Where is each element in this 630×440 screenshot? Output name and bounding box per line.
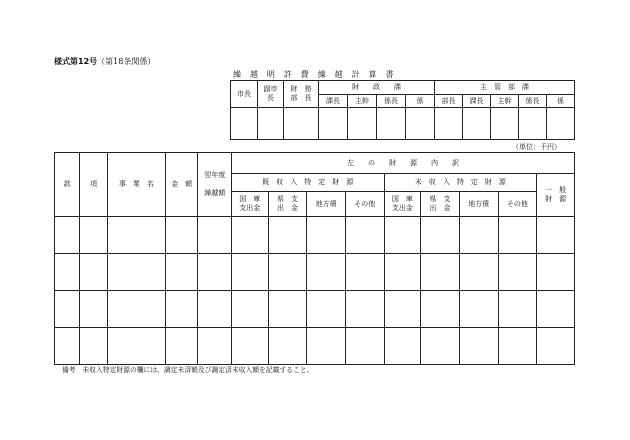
table-cell[interactable]: [384, 328, 421, 365]
table-cell[interactable]: [384, 291, 421, 328]
finance-role-shukan: 主幹: [348, 95, 377, 108]
table-cell[interactable]: [307, 254, 346, 291]
unit-label: （単位：千円）: [512, 143, 561, 151]
table-cell[interactable]: [80, 217, 107, 254]
stamp-cell[interactable]: [284, 108, 319, 140]
received-local-bonds: 地方債: [307, 192, 346, 217]
table-cell[interactable]: [165, 291, 198, 328]
table-cell[interactable]: [165, 217, 198, 254]
table-cell[interactable]: [345, 328, 384, 365]
document-title: 繰 越 明 許 費 繰 越 計 算 書: [233, 70, 397, 79]
table-cell[interactable]: [165, 254, 198, 291]
table-cell[interactable]: [80, 254, 107, 291]
main-role-kakari: 係: [547, 95, 575, 108]
table-cell[interactable]: [498, 217, 537, 254]
main-role-kacho: 課長: [463, 95, 491, 108]
unreceived-local-bonds: 地方債: [459, 192, 498, 217]
table-cell[interactable]: [231, 254, 268, 291]
main-role-bucho: 部長: [435, 95, 463, 108]
table-cell[interactable]: [165, 328, 198, 365]
table-row: [55, 291, 575, 328]
form-number-label: 様式第12号: [54, 57, 98, 66]
table-cell[interactable]: [107, 254, 165, 291]
main-division-header: 主 管 部 課: [435, 81, 575, 95]
table-cell[interactable]: [459, 328, 498, 365]
col-next-year-carryover: 翌年度 繰越額: [198, 153, 232, 217]
table-cell[interactable]: [459, 217, 498, 254]
table-row: [55, 328, 575, 365]
stamp-cell[interactable]: [547, 108, 575, 140]
table-cell[interactable]: [384, 254, 421, 291]
finance-role-kakaricho: 係長: [377, 95, 406, 108]
stamp-cell[interactable]: [319, 108, 348, 140]
stamp-cell[interactable]: [435, 108, 463, 140]
stamp-cell[interactable]: [519, 108, 547, 140]
stamp-cell[interactable]: [258, 108, 284, 140]
form-reference: （第18条関係）: [97, 57, 156, 66]
table-cell[interactable]: [198, 328, 232, 365]
table-cell[interactable]: [459, 254, 498, 291]
col-amount: 金 額: [165, 153, 198, 217]
table-cell[interactable]: [198, 291, 232, 328]
table-cell[interactable]: [498, 254, 537, 291]
col-kan: 款: [55, 153, 80, 217]
finance-role-kacho: 課長: [319, 95, 348, 108]
stamp-cell[interactable]: [491, 108, 519, 140]
main-role-shukan: 主幹: [491, 95, 519, 108]
table-cell[interactable]: [421, 328, 460, 365]
table-cell[interactable]: [80, 291, 107, 328]
stamp-cell[interactable]: [377, 108, 406, 140]
table-row: [55, 254, 575, 291]
finance-division-header: 財 政 課: [319, 81, 435, 95]
received-national-subsidy: 国 庫 支出金: [231, 192, 268, 217]
stamp-cell[interactable]: [406, 108, 435, 140]
table-cell[interactable]: [345, 254, 384, 291]
table-cell[interactable]: [537, 328, 575, 365]
stamp-cell[interactable]: [348, 108, 377, 140]
table-cell[interactable]: [55, 328, 80, 365]
unreceived-other: その他: [498, 192, 537, 217]
table-cell[interactable]: [498, 291, 537, 328]
finance-director-header: 財 務 部 長: [284, 81, 319, 108]
table-cell[interactable]: [198, 217, 232, 254]
unreceived-national-subsidy: 国 庫 支出金: [384, 192, 421, 217]
funding-breakdown-header: 左 の 財 源 内 訳: [231, 153, 574, 174]
unreceived-specific-funds-header: 未 収 入 特 定 財 源: [384, 174, 537, 192]
stamp-cell[interactable]: [463, 108, 491, 140]
table-cell[interactable]: [231, 217, 268, 254]
table-cell[interactable]: [307, 217, 346, 254]
form-number: [54, 58, 155, 66]
table-cell[interactable]: [231, 291, 268, 328]
table-cell[interactable]: [421, 291, 460, 328]
table-cell[interactable]: [268, 328, 307, 365]
carryover-table: [54, 152, 575, 365]
table-cell[interactable]: [498, 328, 537, 365]
col-project-name: 事 業 名: [107, 153, 165, 217]
main-role-kakaricho: 係長: [519, 95, 547, 108]
table-cell[interactable]: [537, 291, 575, 328]
table-row: [55, 217, 575, 254]
table-cell[interactable]: [268, 254, 307, 291]
table-cell[interactable]: [421, 217, 460, 254]
table-cell[interactable]: [307, 328, 346, 365]
col-kou: 項: [80, 153, 107, 217]
deputy-mayor-header: 副市 長: [258, 81, 284, 108]
received-specific-funds-header: 既 収 入 特 定 財 源: [231, 174, 384, 192]
table-cell[interactable]: [107, 328, 165, 365]
received-other: その他: [345, 192, 384, 217]
general-funds-header: 一 般 財 源: [537, 174, 575, 217]
table-cell[interactable]: [307, 291, 346, 328]
table-cell[interactable]: [268, 291, 307, 328]
table-cell[interactable]: [421, 254, 460, 291]
table-cell[interactable]: [55, 254, 80, 291]
table-cell[interactable]: [80, 328, 107, 365]
table-cell[interactable]: [268, 217, 307, 254]
stamp-row: [231, 108, 575, 140]
table-cell[interactable]: [459, 291, 498, 328]
table-cell[interactable]: [55, 291, 80, 328]
table-cell[interactable]: [231, 328, 268, 365]
table-cell[interactable]: [345, 217, 384, 254]
table-cell[interactable]: [345, 291, 384, 328]
unreceived-prefectural-subsidy: 県 支 出 金: [421, 192, 460, 217]
table-cell[interactable]: [384, 217, 421, 254]
stamp-cell[interactable]: [231, 108, 258, 140]
table-cell[interactable]: [198, 254, 232, 291]
remarks-note: 備考 未収入特定財源の欄には、調定未済額及び調定済未収入額を記載すること。: [62, 366, 314, 374]
table-cell[interactable]: [107, 291, 165, 328]
table-cell[interactable]: [537, 254, 575, 291]
finance-role-kakari: 係: [406, 95, 435, 108]
table-cell[interactable]: [537, 217, 575, 254]
table-cell[interactable]: [107, 217, 165, 254]
table-cell[interactable]: [55, 217, 80, 254]
mayor-header: 市長: [231, 81, 258, 108]
approval-stamp-table: [230, 80, 575, 140]
received-prefectural-subsidy: 県 支 出 金: [268, 192, 307, 217]
